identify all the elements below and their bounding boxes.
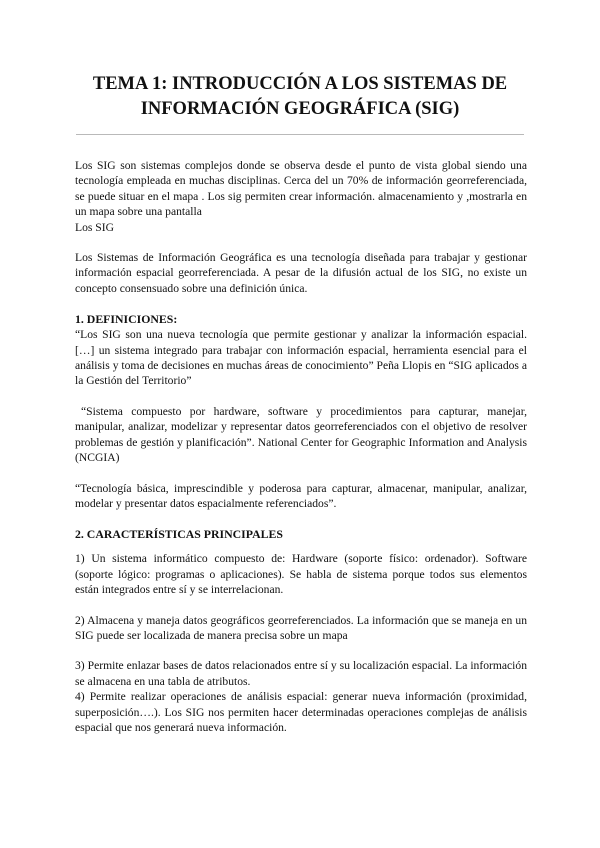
document-title <box>60 72 540 122</box>
characteristic-4: 4) Permite realizar operaciones de análisis espacial: generar nueva información (proximidad, superposición….). Los SIG nos permiten hacer determinadas operaciones complejas de análisis espacial que nos generará nueva información. <box>75 690 527 734</box>
definition-3: “Tecnología básica, imprescindible y poderosa para capturar, almacenar, manipular, analizar, modelar y presentar datos espacialmente referenciados”. <box>75 481 527 510</box>
characteristic-1: 1) Un sistema informático compuesto de: Hardware (soporte físico: ordenador). Software (soporte lógico: programas o aplicaciones). Se habla de sistema porque todos sus elementos están integrados entre sí y se interrelacionan. <box>75 552 527 597</box>
characteristic-2: 2) Almacena y maneja datos geográficos georreferenciados. La información que se maneja en un SIG puede ser localizada de manera precisa sobre un mapa <box>75 613 527 642</box>
title-line-2: INFORMACIÓN GEOGRÁFICA (SIG) <box>140 99 460 119</box>
section-heading-caracteristicas: 2. CARACTERÍSTICAS PRINCIPALES <box>75 527 283 542</box>
intro-paragraph-2: Los Sistemas de Información Geográfica es una tecnología diseñada para trabajar y gestionar información espacial georreferenciada. A pesar de la difusión actual de los SIG, no existe un concepto consensuado sobre una definición única. <box>75 251 527 295</box>
intro-paragraph-1: Los SIG son sistemas complejos donde se observa desde el punto de vista global siendo una tecnología empleada en muchas disciplinas. Cerca del un 70% de información georreferenciada, se puede situar en el mapa . Los sig permiten crear información. almacenamiento y ,mostrarla en un mapa sobre una pantalla <box>75 159 527 219</box>
definition-1: “Los SIG son una nueva tecnología que permite gestionar y analizar la información espacial. […] un sistema integrado para trabajar con información espacial, herramienta esencial para el análisis y toma de decisiones en muchas áreas de conocimiento” Peña Llopis en “SIG aplicados a la Gestión del Territorio” <box>75 328 527 388</box>
section-heading-definiciones: 1. DEFINICIONES: <box>75 312 178 327</box>
title-divider <box>76 134 524 135</box>
definition-2: “Sistema compuesto por hardware, software y procedimientos para capturar, manejar, manipular, analizar, modelizar y representar datos georreferenciados con el objetivo de resolver problemas de gestión y planificación”. National Center for Geographic Information and Analysis (NCGIA) <box>75 404 527 465</box>
title-line-1: TEMA 1: INTRODUCCIÓN A LOS SISTEMAS DE <box>92 74 508 94</box>
document-body <box>75 158 527 735</box>
characteristic-3: 3) Permite enlazar bases de datos relacionados entre sí y su localización espacial. La información se almacena en una tabla de atributos. <box>75 659 527 688</box>
intro-paragraph-1-tail: Los SIG <box>75 220 114 234</box>
